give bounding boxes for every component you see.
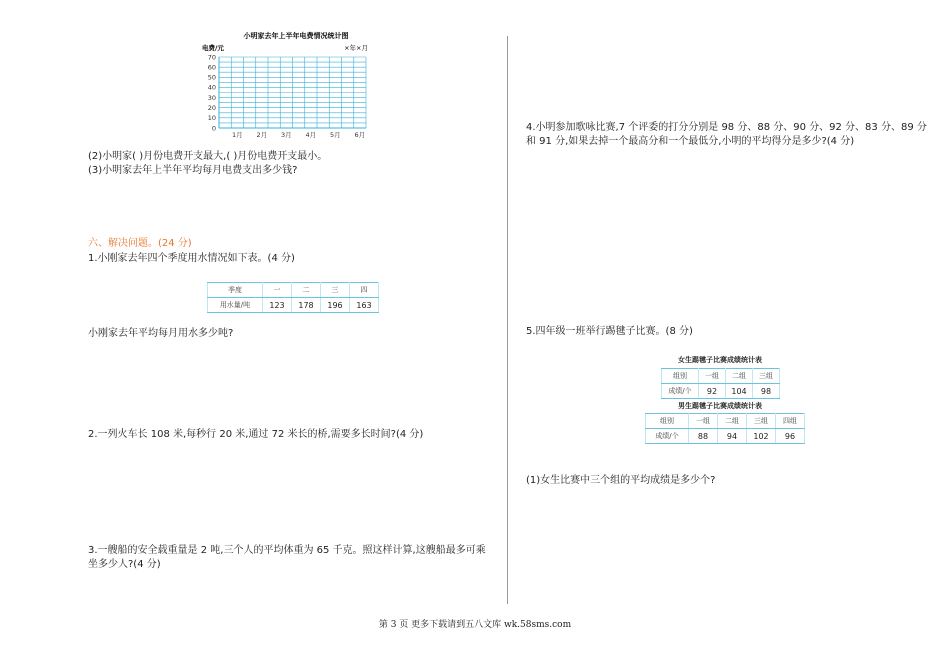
y-tick-label: 70 (207, 53, 216, 62)
girls-table-title: 女生踢毽子比赛成绩统计表 (678, 356, 762, 364)
table-cell: 163 (350, 298, 379, 313)
problem-5-q1: (1)女生比赛中三个组的平均成绩是多少个? (526, 475, 716, 486)
y-tick-label: 10 (207, 114, 216, 123)
table-row (662, 384, 780, 399)
page-footer: 第 3 页 更多下载请到五八文库 wk.58sms.com (378, 620, 572, 630)
table-cell: 178 (292, 298, 321, 313)
y-tick-label: 60 (207, 63, 216, 72)
table-cell: 96 (776, 429, 805, 444)
table-cell: 三组 (753, 369, 780, 384)
table-row (646, 429, 805, 444)
problem-5: 5.四年级一班举行踢毽子比赛。(8 分) (526, 326, 693, 337)
table-cell: 用水量/吨 (208, 298, 263, 313)
boys-score-table (645, 413, 805, 444)
table-cell: 92 (699, 384, 726, 399)
table-cell: 88 (689, 429, 718, 444)
problem-3: 3.一艘船的安全载重量是 2 吨,三个人的平均体重为 65 千克。照这样计算,这艘船最多可乘坐多少人?(4 分) (88, 545, 486, 570)
chart-grid (219, 57, 366, 128)
table-cell: 二 (292, 283, 321, 298)
table-cell: 102 (747, 429, 776, 444)
problem-1-question: 小刚家去年平均每月用水多少吨? (88, 328, 234, 339)
table-cell: 98 (753, 384, 780, 399)
chart-title: 小明家去年上半年电费情况统计图 (243, 32, 349, 40)
table-header-row (662, 369, 780, 384)
boys-table-title: 男生踢毽子比赛成绩统计表 (678, 402, 762, 410)
y-tick-label: 30 (207, 93, 216, 102)
table-cell: 一组 (689, 414, 718, 429)
chart-ylabel: 电费/元 (202, 44, 224, 52)
table-cell: 季度 (208, 283, 263, 298)
column-divider (507, 36, 508, 604)
x-tick-label: 5月 (330, 131, 341, 139)
y-tick-label: 20 (207, 104, 216, 113)
table-cell: 成绩/个 (646, 429, 689, 444)
table-header-row (208, 283, 379, 298)
section-title: 六、解决问题。(24 分) (88, 238, 192, 249)
q3-text: (3)小明家去年上半年平均每月电费支出多少钱? (88, 165, 298, 176)
table-header-row (646, 414, 805, 429)
x-tick-label: 6月 (354, 131, 366, 139)
table-cell: 196 (321, 298, 350, 313)
y-tick-label: 40 (207, 83, 216, 92)
chart-date-label: ×年×月 (344, 44, 368, 52)
table-cell: 成绩/个 (662, 384, 699, 399)
x-tick-label: 2月 (256, 131, 268, 139)
chart-y-ticks (208, 53, 216, 132)
table-cell: 123 (263, 298, 292, 313)
problem-2: 2.一列火车长 108 米,每秒行 20 米,通过 72 米长的桥,需要多长时间?(4 分) (88, 429, 424, 440)
electricity-chart (200, 30, 380, 142)
water-usage-table (207, 282, 379, 313)
table-cell: 104 (726, 384, 753, 399)
x-tick-label: 3月 (281, 131, 292, 139)
table-cell: 一 (263, 283, 292, 298)
table-row (208, 298, 379, 313)
x-tick-label: 1月 (232, 131, 243, 139)
y-tick-label: 50 (207, 73, 216, 82)
table-cell: 94 (718, 429, 747, 444)
girls-score-table (661, 368, 780, 399)
y-tick-label: 0 (211, 124, 216, 133)
table-cell: 三组 (747, 414, 776, 429)
problem-4: 4.小明参加歌咏比赛,7 个评委的打分分别是 98 分、88 分、90 分、92 分、83 分、89 分和 91 分,如果去掉一个最高分和一个最低分,小明的平均得分是多少?(4 分) (526, 122, 927, 147)
table-cell: 二组 (726, 369, 753, 384)
table-cell: 二组 (718, 414, 747, 429)
q2-text: (2)小明家( )月份电费开支最大,( )月份电费开支最小。 (88, 151, 328, 162)
table-cell: 组别 (646, 414, 689, 429)
table-cell: 四组 (776, 414, 805, 429)
chart-x-ticks (232, 131, 365, 139)
table-cell: 四 (350, 283, 379, 298)
table-cell: 一组 (699, 369, 726, 384)
x-tick-label: 4月 (305, 131, 317, 139)
table-cell: 组别 (662, 369, 699, 384)
problem-1: 1.小刚家去年四个季度用水情况如下表。(4 分) (88, 253, 295, 264)
table-cell: 三 (321, 283, 350, 298)
